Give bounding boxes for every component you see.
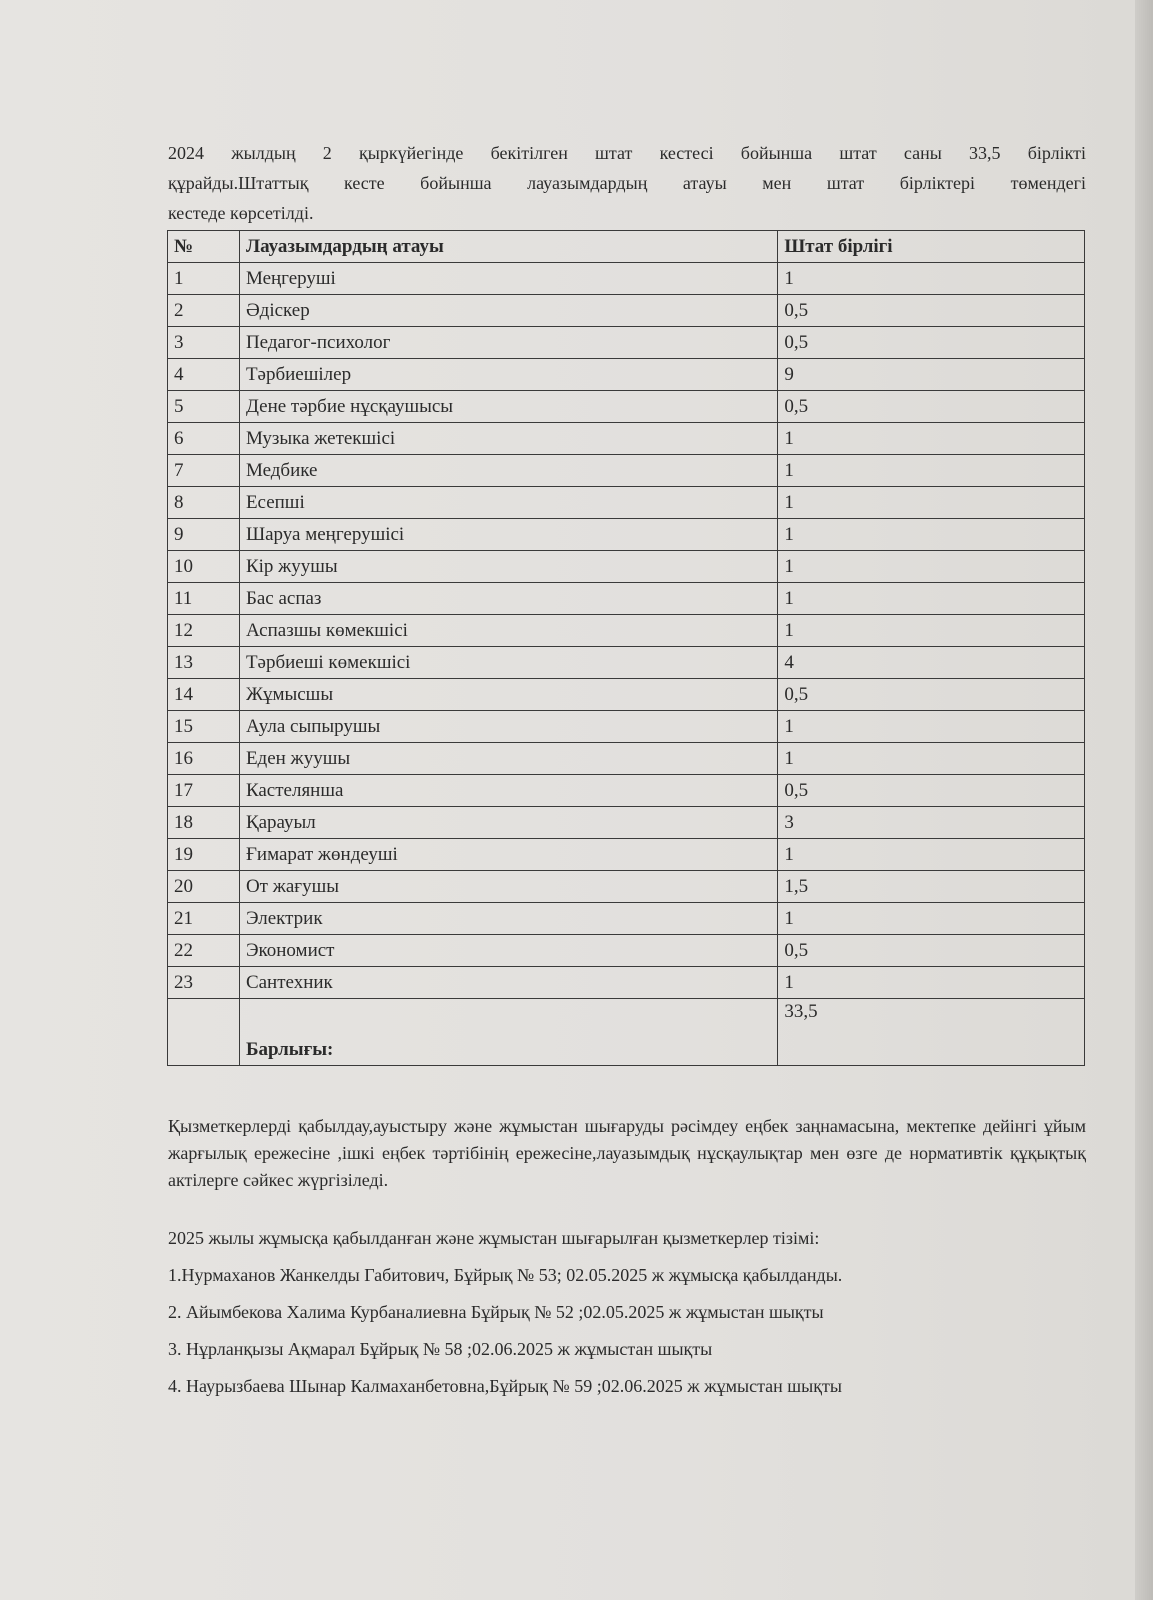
row-staff-units: 0,5 bbox=[778, 295, 1085, 327]
row-number: 8 bbox=[168, 487, 240, 519]
row-position-name: Экономист bbox=[239, 935, 777, 967]
row-number: 6 bbox=[168, 423, 240, 455]
list-item: 4. Наурызбаева Шынар Калмаханбетовна,Бұйрық № 59 ;02.06.2025 ж жұмыстан шықты bbox=[168, 1376, 842, 1396]
list-item: 1.Нурмаханов Жанкелды Габитович, Бұйрық № 53; 02.05.2025 ж жұмысқа қабылданды. bbox=[168, 1265, 843, 1285]
table-row bbox=[168, 583, 1085, 615]
row-staff-units: 1 bbox=[778, 423, 1085, 455]
row-position-name: Жұмысшы bbox=[239, 679, 777, 711]
row-number: 2 bbox=[168, 295, 240, 327]
row-number: 10 bbox=[168, 551, 240, 583]
table-row bbox=[168, 615, 1085, 647]
row-staff-units: 0,5 bbox=[778, 775, 1085, 807]
row-position-name: От жағушы bbox=[239, 871, 777, 903]
row-number: 12 bbox=[168, 615, 240, 647]
row-number: 5 bbox=[168, 391, 240, 423]
row-staff-units: 1 bbox=[778, 839, 1085, 871]
row-number: 14 bbox=[168, 679, 240, 711]
table-row bbox=[168, 871, 1085, 903]
employee-list bbox=[168, 1228, 1086, 1413]
row-number: 19 bbox=[168, 839, 240, 871]
regulation-paragraph bbox=[168, 1113, 1086, 1194]
table-row bbox=[168, 807, 1085, 839]
employee-list-heading: 2025 жылы жұмысқа қабылданған және жұмыстан шығарылған қызметкерлер тізімі: bbox=[168, 1228, 820, 1248]
table-row bbox=[168, 935, 1085, 967]
total-empty-cell bbox=[168, 999, 240, 1066]
row-staff-units: 1,5 bbox=[778, 871, 1085, 903]
table-row bbox=[168, 359, 1085, 391]
table-row bbox=[168, 487, 1085, 519]
row-position-name: Есепші bbox=[239, 487, 777, 519]
header-number: № bbox=[168, 231, 240, 263]
row-number: 20 bbox=[168, 871, 240, 903]
row-position-name: Бас аспаз bbox=[239, 583, 777, 615]
table-row bbox=[168, 263, 1085, 295]
row-position-name: Шаруа меңгерушісі bbox=[239, 519, 777, 551]
list-item: 3. Нұрланқызы Ақмарал Бұйрық № 58 ;02.06.2025 ж жұмыстан шықты bbox=[168, 1339, 713, 1359]
row-staff-units: 4 bbox=[778, 647, 1085, 679]
row-number: 9 bbox=[168, 519, 240, 551]
table-row bbox=[168, 711, 1085, 743]
row-staff-units: 1 bbox=[778, 551, 1085, 583]
table-row bbox=[168, 743, 1085, 775]
table-row bbox=[168, 295, 1085, 327]
row-position-name: Кастелянша bbox=[239, 775, 777, 807]
row-position-name: Аула сыпырушы bbox=[239, 711, 777, 743]
row-number: 22 bbox=[168, 935, 240, 967]
table-row bbox=[168, 839, 1085, 871]
row-staff-units: 0,5 bbox=[778, 327, 1085, 359]
row-position-name: Музыка жетекшісі bbox=[239, 423, 777, 455]
row-position-name: Тәрбиешілер bbox=[239, 359, 777, 391]
row-number: 16 bbox=[168, 743, 240, 775]
row-staff-units: 9 bbox=[778, 359, 1085, 391]
table-row bbox=[168, 391, 1085, 423]
row-number: 23 bbox=[168, 967, 240, 999]
row-position-name: Қарауыл bbox=[239, 807, 777, 839]
header-position-name: Лауазымдардың атауы bbox=[239, 231, 777, 263]
table-row bbox=[168, 967, 1085, 999]
total-value: 33,5 bbox=[778, 999, 1085, 1066]
row-position-name: Дене тәрбие нұсқаушысы bbox=[239, 391, 777, 423]
intro-line-3: кестеде көрсетілді. bbox=[168, 203, 314, 223]
table-row bbox=[168, 903, 1085, 935]
row-position-name: Медбике bbox=[239, 455, 777, 487]
row-staff-units: 1 bbox=[778, 711, 1085, 743]
row-position-name: Әдіскер bbox=[239, 295, 777, 327]
header-staff-units: Штат бірлігі bbox=[778, 231, 1085, 263]
total-label: Барлығы: bbox=[239, 999, 777, 1066]
row-staff-units: 1 bbox=[778, 615, 1085, 647]
row-number: 21 bbox=[168, 903, 240, 935]
row-position-name: Сантехник bbox=[239, 967, 777, 999]
intro-paragraph bbox=[168, 138, 1086, 228]
row-staff-units: 1 bbox=[778, 583, 1085, 615]
row-position-name: Тәрбиеші көмекшісі bbox=[239, 647, 777, 679]
staff-table bbox=[167, 230, 1085, 1066]
row-number: 17 bbox=[168, 775, 240, 807]
row-position-name: Электрик bbox=[239, 903, 777, 935]
row-position-name: Еден жуушы bbox=[239, 743, 777, 775]
row-number: 1 bbox=[168, 263, 240, 295]
page-edge-shadow bbox=[1135, 0, 1153, 1600]
table-row bbox=[168, 327, 1085, 359]
row-number: 13 bbox=[168, 647, 240, 679]
table-row bbox=[168, 423, 1085, 455]
table-row bbox=[168, 551, 1085, 583]
row-staff-units: 1 bbox=[778, 743, 1085, 775]
table-row bbox=[168, 519, 1085, 551]
table-row bbox=[168, 647, 1085, 679]
row-number: 15 bbox=[168, 711, 240, 743]
row-number: 3 bbox=[168, 327, 240, 359]
row-staff-units: 1 bbox=[778, 263, 1085, 295]
row-number: 11 bbox=[168, 583, 240, 615]
table-row bbox=[168, 679, 1085, 711]
table-header-row bbox=[168, 231, 1085, 263]
table-row bbox=[168, 775, 1085, 807]
row-number: 18 bbox=[168, 807, 240, 839]
row-staff-units: 1 bbox=[778, 487, 1085, 519]
row-position-name: Ғимарат жөндеуші bbox=[239, 839, 777, 871]
row-staff-units: 3 bbox=[778, 807, 1085, 839]
row-number: 4 bbox=[168, 359, 240, 391]
regulation-text: Қызметкерлерді қабылдау,ауыстыру және жұмыстан шығаруды рәсімдеу еңбек заңнамасына, мектепке дейінгі ұйым жарғылық ережесіне ,ішкі еңбек тәртібінің ережесіне,лауазымдық нұсқаулықтар мен өзге де нормативтік құқықтық актілерге сәйкес жүргізіледі. bbox=[168, 1116, 1086, 1190]
list-item: 2. Айымбекова Халима Курбаналиевна Бұйрық № 52 ;02.05.2025 ж жұмыстан шықты bbox=[168, 1302, 824, 1322]
row-position-name: Кір жуушы bbox=[239, 551, 777, 583]
table-row bbox=[168, 455, 1085, 487]
row-staff-units: 1 bbox=[778, 903, 1085, 935]
row-staff-units: 0,5 bbox=[778, 391, 1085, 423]
row-staff-units: 1 bbox=[778, 967, 1085, 999]
row-position-name: Аспазшы көмекшісі bbox=[239, 615, 777, 647]
row-number: 7 bbox=[168, 455, 240, 487]
row-staff-units: 0,5 bbox=[778, 935, 1085, 967]
intro-line-1: 2024 жылдың 2 қыркүйегінде бекітілген штат кестесі бойынша штат саны 33,5 бірлікті bbox=[168, 143, 1086, 163]
table-total-row bbox=[168, 999, 1085, 1066]
row-position-name: Педагог-психолог bbox=[239, 327, 777, 359]
intro-line-2: құрайды.Штаттық кесте бойынша лауазымдардың атауы мен штат бірліктері төмендегі bbox=[168, 173, 1086, 193]
row-staff-units: 1 bbox=[778, 455, 1085, 487]
row-position-name: Меңгеруші bbox=[239, 263, 777, 295]
row-staff-units: 1 bbox=[778, 519, 1085, 551]
row-staff-units: 0,5 bbox=[778, 679, 1085, 711]
